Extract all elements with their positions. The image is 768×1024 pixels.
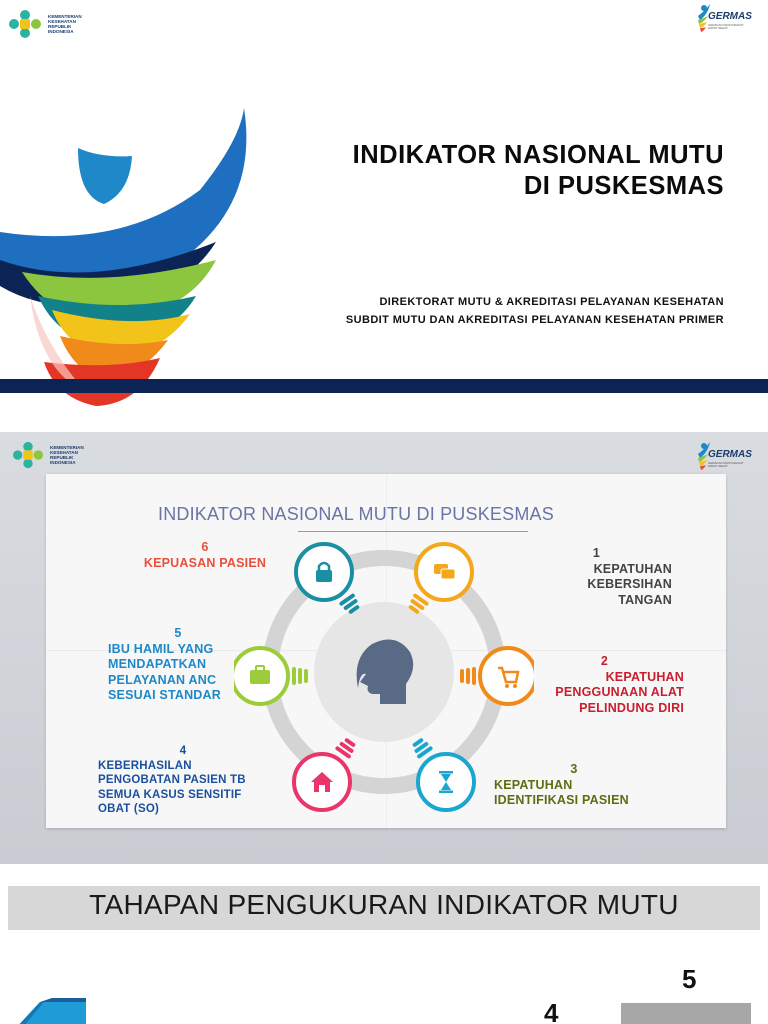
slide-steps — [0, 864, 768, 1024]
indicator-line: MENDAPATKAN — [108, 657, 207, 671]
indicator-line: KEPATUHAN — [494, 777, 573, 792]
indicator-line: PENGOBATAN PASIEN TB — [98, 774, 246, 786]
indicator-line: KEBERHASILAN — [98, 759, 192, 772]
indicator-line: OBAT (SO) — [98, 803, 159, 815]
step-label-5: 5 — [682, 964, 697, 994]
indicator-line: IBU HAMIL YANG — [108, 641, 214, 656]
kemenkes-line: KESEHATAN — [50, 449, 78, 455]
kemenkes-logo — [6, 8, 98, 40]
indicator-line: PENGGUNAAN ALAT — [555, 685, 684, 699]
kemenkes-mark-icon — [10, 440, 46, 470]
indicator-line: KEPUASAN PASIEN — [143, 555, 267, 570]
step-5-block — [621, 1003, 751, 1024]
steps-title: TAHAPAN PENGUKURAN INDIKATOR MUTU — [89, 889, 679, 920]
indicator-line: PELAYANAN ANC — [108, 672, 217, 687]
kemenkes-logo — [10, 440, 100, 470]
indicator-number: 4 — [179, 745, 187, 757]
indicator-line: SEMUA KASUS SENSITIF — [98, 788, 242, 801]
germas-logo — [696, 440, 756, 476]
indicator-line: SESUAI STANDAR — [108, 688, 221, 702]
kemenkes-line: KESEHATAN — [48, 18, 76, 24]
indicator-line: IDENTIFIKASI PASIEN — [494, 793, 629, 807]
subtitle-line-2: SUBDIT MUTU DAN AKREDITASI PELAYANAN KESEHATAN PRIMER — [345, 314, 724, 326]
slide-title — [0, 0, 768, 432]
indicators-title: INDIKATOR NASIONAL MUTU DI PUSKESMAS — [158, 504, 554, 524]
slide-indicators — [0, 432, 768, 864]
indicator-5 — [108, 626, 248, 704]
kemenkes-line: INDONESIA — [48, 29, 74, 35]
step-label-4: 4 — [544, 998, 559, 1024]
kemenkes-line: REPUBLIK — [50, 455, 74, 460]
ribbon-figure-icon — [0, 100, 260, 410]
germas-tagline: GERAKAN MASYARAKAT HIDUP SEHAT — [708, 23, 744, 31]
title-line-2: DI PUSKESMAS — [523, 172, 724, 200]
indicator-1 — [540, 546, 672, 608]
indicator-2 — [500, 654, 684, 716]
slide-subtitle — [346, 293, 724, 329]
germas-logo — [696, 2, 756, 38]
kemenkes-line: KEMENTERIAN — [48, 13, 82, 19]
kemenkes-mark-icon — [6, 8, 44, 40]
indicator-3 — [494, 762, 664, 809]
indicator-number: 5 — [174, 626, 182, 640]
title-line-1: INDIKATOR NASIONAL MUTU — [352, 141, 724, 169]
germas-word: GERMAS — [708, 449, 752, 460]
germas-word: GERMAS — [708, 11, 752, 22]
kemenkes-line: INDONESIA — [50, 460, 76, 466]
kemenkes-line: REPUBLIK — [48, 24, 72, 29]
indicator-line: KEPATUHAN — [605, 669, 684, 684]
indicator-number: 3 — [570, 762, 578, 776]
indicator-line: KEPATUHAN — [593, 561, 672, 576]
indicator-4 — [98, 744, 270, 817]
indicator-number: 1 — [592, 546, 600, 560]
subtitle-line-1: DIREKTORAT MUTU & AKREDITASI PELAYANAN KESEHATAN — [379, 296, 724, 308]
indicator-number: 2 — [600, 654, 608, 668]
kemenkes-line: KEMENTERIAN — [50, 444, 84, 450]
indicator-line: KEBERSIHAN — [587, 577, 672, 591]
indicator-line: PELINDUNG DIRI — [579, 700, 684, 715]
slide-title-heading — [353, 140, 724, 202]
footer-bar — [0, 379, 768, 393]
step-cube-icon — [6, 998, 86, 1024]
title-underline — [298, 531, 528, 532]
indicator-6 — [130, 540, 280, 571]
germas-tagline: GERAKAN MASYARAKAT HIDUP SEHAT — [708, 461, 744, 469]
indicator-number: 6 — [201, 540, 209, 554]
indicator-wheel — [234, 542, 534, 842]
indicator-line: TANGAN — [618, 592, 672, 607]
